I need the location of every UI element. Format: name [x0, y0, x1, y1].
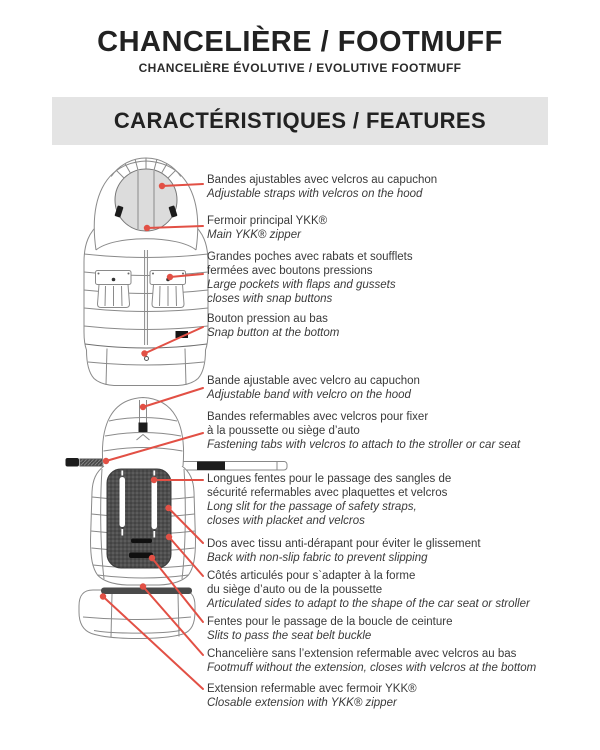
feature-text-fr: sécurité refermables avec plaquettes et velcros	[207, 487, 448, 499]
fastening-strap-left	[66, 458, 80, 467]
feature-text-fr: Fentes pour le passage de la boucle de ceinture	[207, 616, 453, 628]
feature-text-en: Adjustable straps with velcros on the hood	[207, 188, 423, 200]
feature-fastening-tabs	[207, 410, 592, 452]
feature-text-fr: Bandes ajustables avec velcros au capuchon	[207, 174, 438, 186]
feature-closable-extension	[207, 682, 592, 710]
hood-band-end	[139, 423, 148, 433]
fastening-strap-right	[168, 462, 287, 471]
feature-text-fr: Bande ajustable avec velcro au capuchon	[207, 375, 420, 387]
page-subtitle: CHANCELIÈRE ÉVOLUTIVE / EVOLUTIVE FOOTMUFF	[138, 61, 462, 75]
feature-text-fr: Bouton pression au bas	[207, 313, 328, 325]
feature-footmuff-without-extension	[207, 647, 592, 675]
feature-text-en: Footmuff without the extension, closes with velcros at the bottom	[207, 662, 537, 674]
feature-adjustable-straps-hood	[207, 173, 592, 201]
safety-strap-slit-right	[152, 477, 158, 529]
feature-text-en: closes with snap buttons	[207, 293, 333, 305]
feature-safety-strap-slits	[207, 472, 592, 528]
feature-text-fr: Bandes refermables avec velcros pour fixer	[207, 411, 429, 423]
belt-buckle-slit-top	[131, 539, 152, 544]
feature-text-en: closes with placket and velcros	[207, 515, 365, 527]
features-banner-label: CARACTÉRISTIQUES / FEATURES	[113, 108, 487, 133]
feature-text-fr: Côtés articulés pour s`adapter à la forme	[207, 570, 416, 582]
feature-adjustable-band-hood	[207, 374, 592, 402]
safety-strap-slit-left	[120, 477, 126, 527]
feature-text-en: Adjustable band with velcro on the hood	[207, 389, 411, 401]
feature-text-en: Closable extension with YKK® zipper	[207, 697, 397, 709]
feature-belt-buckle-slits	[207, 615, 592, 643]
feature-text-fr: à la poussette ou siège d’auto	[207, 425, 360, 437]
feature-large-pockets	[207, 250, 592, 306]
feature-bottom-snap	[207, 312, 592, 340]
feature-articulated-sides	[207, 569, 592, 611]
feature-text-fr: Dos avec tissu anti-dérapant pour éviter le glissement	[207, 538, 481, 550]
feature-text-fr: Grandes poches avec rabats et soufflets	[207, 251, 413, 263]
feature-text-fr: Extension refermable avec fermoir YKK®	[207, 683, 417, 695]
feature-text-en: Main YKK® zipper	[207, 229, 301, 241]
feature-text-en: Back with non-slip fabric to prevent slipping	[207, 552, 428, 564]
feature-text-fr: fermées avec boutons pressions	[207, 265, 373, 277]
page-title: CHANCELIÈRE / FOOTMUFF	[97, 26, 503, 58]
feature-text-en: Long slit for the passage of safety straps,	[207, 501, 417, 513]
feature-text-en: Large pockets with flaps and gussets	[207, 279, 396, 291]
hood-opening	[115, 169, 177, 231]
feature-main-zipper	[207, 214, 592, 242]
pocket-left	[96, 271, 132, 308]
feature-text-en: Slits to pass the seat belt buckle	[207, 630, 372, 642]
feature-text-en: Snap button at the bottom	[207, 327, 340, 339]
feature-non-slip-back	[207, 537, 592, 565]
feature-text-fr: Longues fentes pour le passage des sangles de	[207, 473, 452, 485]
feature-text-fr: du siège d’auto ou de la poussette	[207, 584, 383, 596]
feature-text-en: Articulated sides to adapt to the shape of the car seat or stroller	[207, 598, 530, 610]
feature-text-fr: Fermoir principal YKK®	[207, 215, 328, 227]
feature-text-en: Fastening tabs with velcros to attach to the stroller or car seat	[207, 439, 521, 451]
feature-text-fr: Chancelière sans l’extension refermable avec velcros au bas	[207, 648, 517, 660]
